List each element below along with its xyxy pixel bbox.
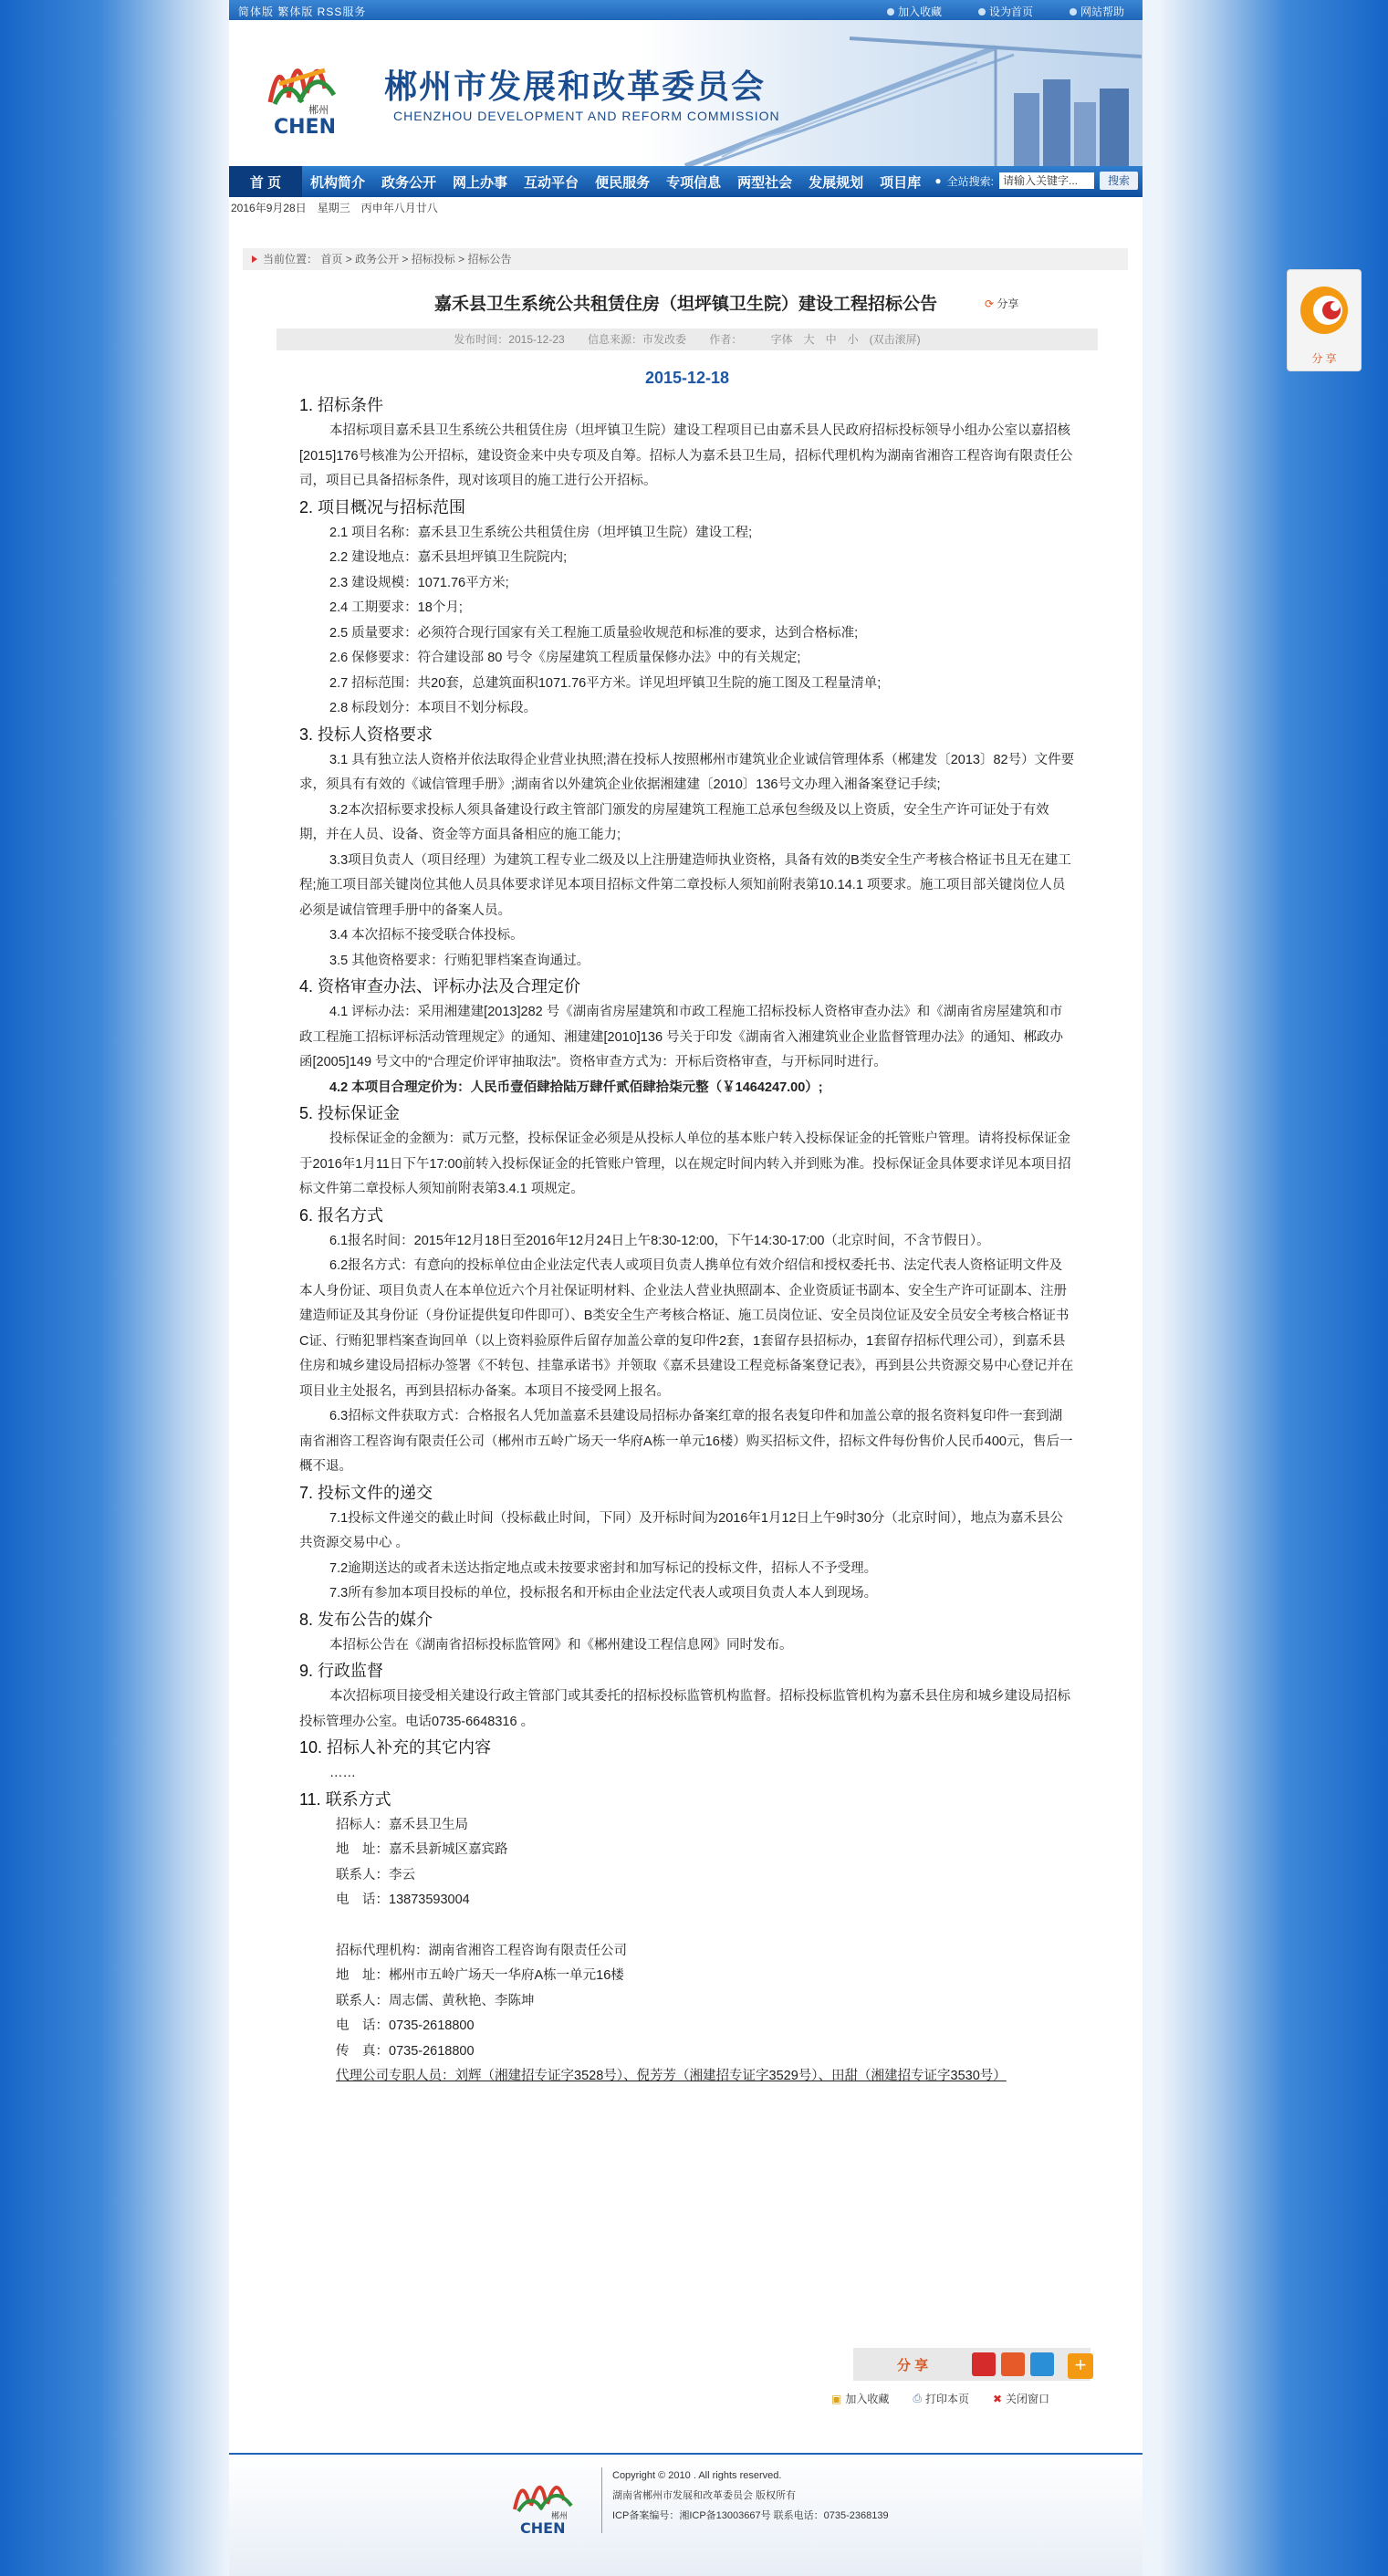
search-button[interactable]: 搜索 (1100, 172, 1138, 190)
contact-line: 地 址：嘉禾县新城区嘉宾路 (336, 1842, 508, 1857)
search-icon: ● (934, 174, 942, 187)
footer-separator (601, 2467, 602, 2533)
home-icon (978, 8, 986, 16)
version-links[interactable]: 简体版 繁体版 RSS服务 (238, 5, 367, 18)
paragraph: 本招标公告在《湖南省招标投标监管网》和《郴州建设工程信息网》同时发布。 (329, 1637, 793, 1653)
breadcrumb-home[interactable]: 首页 (320, 253, 343, 266)
nav-item-public-service[interactable]: 便民服务 (595, 174, 651, 191)
contact-line: 代理公司专职人员：刘辉（湘建招专证字3528号）、倪芳芳（湘建招专证字3529号）、田甜（湘建招专证字3530号） (336, 2069, 1007, 2083)
org-name: 湖南省郴州市发展和改革委员会 版权所有 (612, 2490, 797, 2501)
svg-text:郴州: 郴州 (551, 2512, 569, 2521)
paragraph: 6.1报名时间：2015年12月18日至2016年12月24日上午8:30-12:00，下午14:30-17:00（北京时间，不含节假日）。 (329, 1233, 990, 1248)
renren-icon[interactable] (972, 2352, 996, 2376)
star-icon (887, 8, 894, 16)
footer (229, 2455, 1143, 2576)
banner (229, 20, 1143, 166)
contact-line: 地 址：郴州市五岭广场天一华府A栋一单元16楼 (336, 1968, 624, 1983)
section-heading: 10. 招标人补充的其它内容 (299, 1738, 492, 1757)
share-swirl-icon (1288, 270, 1361, 350)
list-item: 3.1 具有独立法人资格并依法取得企业营业执照;潜在投标人按照郴州市建筑业企业诚信管理体系（郴建发〔2013〕82号）文件要求，须具有有效的《诚信管理手册》;湖南省以外建筑企业依据湘建建〔2010〕136号文办理入湘备案登记手续; (299, 752, 1075, 792)
share-toolbar (853, 2348, 1091, 2381)
spacer (299, 1914, 1075, 1939)
nav-item-gov-affairs[interactable]: 政务公开 (381, 174, 437, 191)
crane-skyline-graphic (667, 29, 1142, 166)
print-button[interactable]: ⎙ 打印本页 (913, 2392, 969, 2405)
breadcrumb-gov-affairs[interactable]: 政务公开 (355, 253, 400, 266)
nav-item-about[interactable]: 机构简介 (310, 174, 366, 191)
close-icon: ✖ (992, 2392, 1003, 2405)
print-icon: ⎙ (913, 2392, 922, 2404)
page (229, 0, 1143, 2576)
breadcrumb-notice[interactable]: 招标公告 (467, 253, 512, 266)
contact-line: 联系人：周志儒、黄秋艳、李陈坤 (336, 1993, 535, 2008)
section-heading: 5. 投标保证金 (299, 1104, 401, 1122)
list-item: 3.2本次招标要求投标人须具备建设行政主管部门颁发的房屋建筑工程施工总承包叁级及以上资质，安全生产许可证处于有效期，并在人员、设备、资金等方面具备相应的施工能力; (299, 802, 1049, 842)
section-heading: 8. 发布公告的媒介 (299, 1610, 433, 1629)
paragraph: 6.3招标文件获取方式：合格报名人凭加盖嘉禾县建设局招标办备案红章的报名表复印件和加盖公章的报名资料复印件一套到湖南省湘咨工程咨询有限责任公司（郴州市五岭广场天一华府A栋一单元16楼）购买招标文件，招标文件每份售价人民币400元，售后一概不退。 (299, 1409, 1073, 1474)
paragraph: 投标保证金的金额为：贰万元整，投标保证金必须是从投标人单位的基本账户转入投标保证金的托管账户管理。请将投标保证金于2016年1月11日下午17:00前转入投标保证金的托管账户管理，以在规定时间内转入并到账为准。投标保证金具体要求详见本项目招标文件第二章投标人须知前附表第3.4.1 项规定。 (299, 1132, 1071, 1196)
section-heading: 3. 投标人资格要求 (299, 725, 433, 744)
contact-line: 联系人：李云 (336, 1867, 415, 1882)
list-item: 2.2 建设地点：嘉禾县坦坪镇卫生院院内; (329, 550, 568, 565)
copyright: Copyright © 2010 . All rights reserved. (612, 2470, 782, 2481)
paragraph: …… (329, 1766, 356, 1780)
icp-info: ICP备案编号：湘ICP备13003667号 联系电话：0735-2368139 (612, 2510, 889, 2521)
list-item: 3.4 本次招标不接受联合体投标。 (329, 928, 524, 943)
paragraph: 6.2报名方式：有意向的投标单位由企业法定代表人或项目负责人携单位有效介绍信和授权委托书、法定代表人资格证明文件及本人身份证、项目负责人在本单位近六个月社保证明材料、企业法人营业执照副本、企业资质证书副本、安全生产许可证副本、注册建造师证及其身份证（身份证提供复印件即可）、B类安全生产考核合格证、施工员岗位证、安全员岗位证及安全员安全考核合格证书C证、行贿犯罪档案查询回单（以上资料验原件后留存加盖公章的复印件2套，1套留存县招标办，1套留存招标代理公司），到嘉禾县住房和城乡建设局招标办签署《不转包、挂靠承诺书》并领取《嘉禾县建设工程竞标备案登记表》，再到县公共资源交易中心登记并在项目业主处报名，再到县招标办备案。本项目不接受网上报名。 (299, 1258, 1074, 1399)
list-item: 2.6 保修要求：符合建设部 80 号令《房屋建筑工程质量保修办法》中的有关规定; (329, 651, 801, 665)
nav-item-two-type-society[interactable]: 两型社会 (737, 174, 793, 191)
section-heading: 1. 招标条件 (299, 396, 384, 414)
article-body (299, 363, 1075, 2090)
contact-line: 电 话：13873593004 (336, 1893, 470, 1907)
paragraph: 4.1 评标办法：采用湘建建[2013]282 号《湖南省房屋建筑和市政工程施工招标投标人资格审查办法》和《湖南省房屋建筑和市政工程施工招标评标活动管理规定》的通知、湘建建[2010]136 号关于印发《湖南省入湘建筑业企业监督管理办法》的通知、郴政办函[2005]149 号文中的“合理定价评审抽取法”。资格审查方式为：开标后资格审查，与开标同时进行。 (299, 1005, 1064, 1069)
list-item: 3.3项目负责人（项目经理）为建筑工程专业二级及以上注册建造师执业资格，具备有效的B类安全生产考核合格证书且无在建工程;施工项目部关键岗位其他人员具体要求详见本项目招标文件第二章投标人须知前附表第10.14.1 项要求。施工项目部关键岗位人员必须是诚信管理手册中的备案人员。 (299, 852, 1071, 918)
site-name: 郴州市发展和改革委员会 (384, 68, 767, 106)
list-item: 2.5 质量要求：必须符合现行国家有关工程施工质量验收规范和标准的要求，达到合格标准; (329, 625, 859, 641)
paragraph: 7.2逾期送达的或者未送达指定地点或未按要求密封和加写标记的投标文件，招标人不予受理。 (329, 1560, 878, 1576)
svg-text:CHEN: CHEN (520, 2519, 566, 2537)
contact-line: 招标代理机构：湖南省湘咨工程咨询有限责任公司 (336, 1943, 627, 1958)
main-nav (229, 166, 1143, 197)
contact-line: 电 话：0735-2618800 (336, 2018, 475, 2033)
svg-text:郴州: 郴州 (308, 104, 329, 116)
site-name-en: CHENZHOU DEVELOPMENT AND REFORM COMMISSION (393, 109, 780, 123)
footer-text (612, 2466, 889, 2526)
nav-item-planning[interactable]: 发展规划 (809, 174, 864, 191)
section-heading: 9. 行政监督 (299, 1662, 384, 1680)
set-homepage-link[interactable]: 设为首页 (978, 4, 1033, 19)
nav-item-special-info[interactable]: 专项信息 (666, 174, 722, 191)
list-item: 2.8 标段划分：本项目不划分标段。 (329, 701, 537, 715)
page-actions (831, 2391, 1049, 2406)
list-item: 2.3 建设规模：1071.76平方米; (329, 575, 509, 590)
arrow-icon (252, 256, 257, 263)
breadcrumb-bidding[interactable]: 招标投标 (411, 253, 455, 266)
article-title: 嘉禾县卫生系统公共租赁住房（坦坪镇卫生院）建设工程招标公告 (433, 295, 937, 314)
date-bar: 2016年9月28日 星期三 丙申年八月廿八 (231, 202, 438, 214)
site-search (934, 172, 1138, 190)
add-favorite-button[interactable]: ▣ 加入收藏 (831, 2392, 890, 2405)
paragraph: 4.2 本项目合理定价为：人民币壹佰肆拾陆万肆仟贰佰肆拾柒元整（￥1464247.00）; (329, 1079, 823, 1095)
svg-text:CHEN: CHEN (274, 116, 336, 139)
close-window-button[interactable]: ✖ 关闭窗口 (992, 2392, 1050, 2405)
help-link[interactable]: 网站帮助 (1070, 4, 1124, 19)
share-icon: ⟳ (985, 297, 995, 310)
help-icon (1070, 8, 1077, 16)
paragraph: 7.3所有参加本项目投标的单位，投标报名和开标由企业法定代表人或项目负责人本人到现场。 (329, 1586, 878, 1601)
section-heading: 6. 报名方式 (299, 1205, 384, 1225)
qzone-icon[interactable] (1030, 2352, 1054, 2376)
share-button[interactable]: 分 享 (896, 2357, 929, 2373)
weibo-icon[interactable] (1001, 2352, 1025, 2376)
nav-item-project-library[interactable]: 项目库 (880, 174, 922, 191)
list-item: 3.5 其他资格要求：行贿犯罪档案查询通过。 (329, 953, 590, 968)
nav-home[interactable]: 首 页 (229, 166, 302, 197)
top-bar (229, 0, 1143, 20)
floating-share-widget[interactable] (1287, 269, 1362, 371)
add-favorite-link[interactable]: 加入收藏 (887, 4, 942, 19)
breadcrumb: 当前位置： 首页 > 政务公开 > 招标投标 > 招标公告 (243, 248, 1128, 270)
search-input[interactable]: 请输入关键字... (999, 172, 1094, 189)
paragraph: 本次招标项目接受相关建设行政主管部门或其委托的招标投标监管机构监督。招标投标监管机构为嘉禾县住房和城乡建设局招标投标管理办公室。电话0735-6648316 。 (299, 1689, 1070, 1729)
article-meta: 发布时间：2015-12-23 信息来源：市发改委 作者： 字体 大 中 小 (双击滚屏) (277, 329, 1098, 350)
section-heading: 11. 联系方式 (299, 1789, 391, 1809)
paragraph: 本招标项目嘉禾县卫生系统公共租赁住房（坦坪镇卫生院）建设工程项目已由嘉禾县人民政府招标投标领导小组办公室以嘉招核[2015]176号核准为公开招标，建设资金来中央专项及自筹。招标人为嘉禾县卫生局，招标代理机构为湖南省湘咨工程咨询有限责任公司，项目已具备招标条件，现对该项目的施工进行公开招标。 (299, 423, 1073, 488)
more-share-button[interactable]: + (1068, 2353, 1093, 2379)
folder-icon: ▣ (831, 2392, 842, 2405)
list-item: 2.4 工期要求：18个月; (329, 600, 463, 615)
footer-logo (507, 2464, 580, 2537)
paragraph: 7.1投标文件递交的截止时间（投标截止时间，下同）及开标时间为2016年1月12日上午9时30分（北京时间），地点为嘉禾县公共资源交易中心 。 (299, 1510, 1064, 1550)
search-label: 全站搜索: (946, 174, 994, 188)
nav-item-online-service[interactable]: 网上办事 (453, 174, 508, 191)
list-item: 2.1 项目名称：嘉禾县卫生系统公共租赁住房（坦坪镇卫生院）建设工程; (329, 525, 753, 540)
contact-line: 招标人：嘉禾县卫生局 (336, 1817, 468, 1832)
section-heading: 7. 投标文件的递交 (299, 1483, 433, 1502)
list-item: 2.7 招标范围：共20套，总建筑面积1071.76平方米。详见坦坪镇卫生院的施工图及工程量清单; (329, 675, 882, 691)
nav-item-interaction[interactable]: 互动平台 (524, 174, 579, 191)
chenzhou-logo (261, 38, 343, 139)
side-share-label: 分 享 (1311, 352, 1337, 365)
contact-line: 传 真：0735-2618800 (336, 2043, 475, 2059)
article-date: 2015-12-18 (644, 369, 730, 387)
share-small-button[interactable]: ⟳ 分享 (985, 297, 1019, 310)
section-heading: 4. 资格审查办法、评标办法及合理定价 (299, 977, 581, 996)
section-heading: 2. 项目概况与招标范围 (299, 497, 466, 516)
